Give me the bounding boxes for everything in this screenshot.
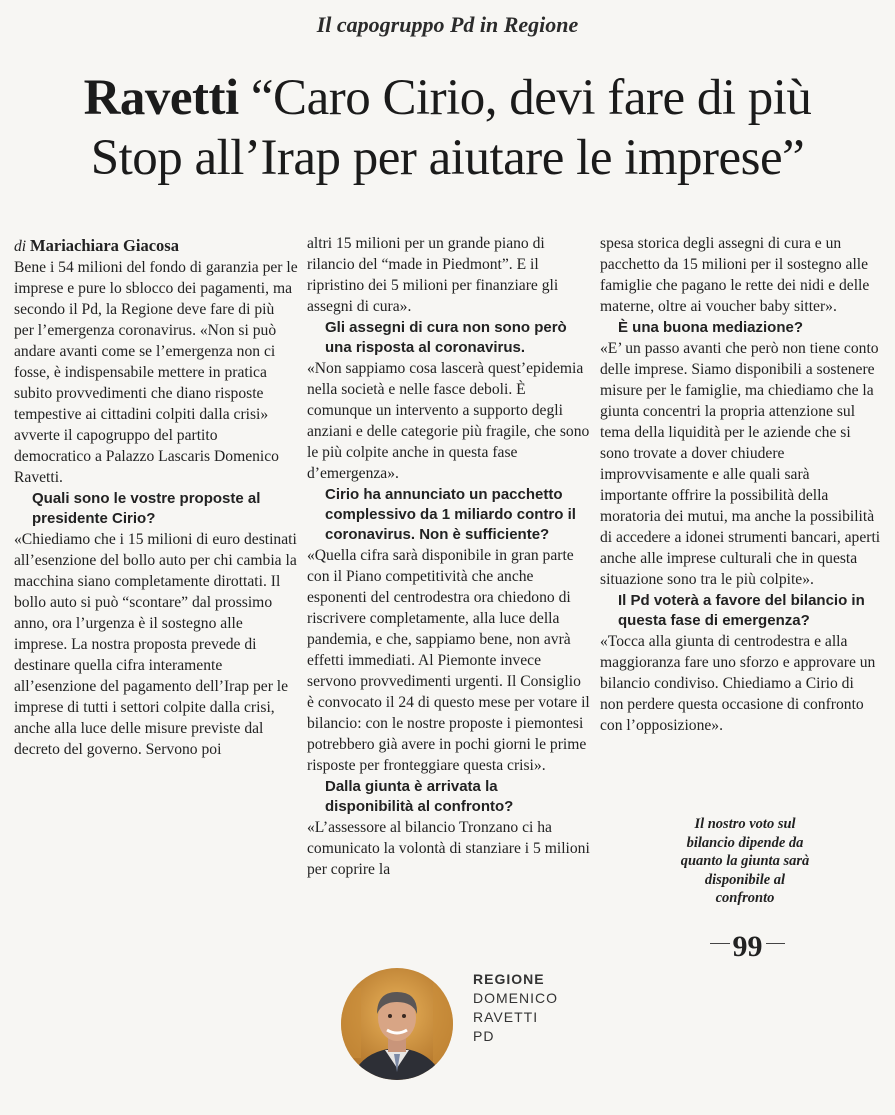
quote-rule-left [710, 943, 730, 944]
question-3: Cirio ha annunciato un pacchetto complessivo da 1 miliardo contro il coronavirus. Non è sufficiente? [325, 486, 576, 543]
question-5: È una buona mediazione? [618, 319, 804, 336]
headline [0, 68, 895, 188]
article-column-2 [307, 233, 590, 880]
portrait-illustration [341, 968, 453, 1080]
quote-mark-icon: 99 [732, 930, 763, 963]
photo-caption [473, 970, 623, 1046]
kicker: Il capogruppo Pd in Regione [316, 12, 579, 37]
answer-4-continued: spesa storica degli assegni di cura e un pacchetto da 15 milioni per il sostegno alle famiglie che pagano le rette dei nidi e delle materne, oltre ai voucher baby sitter». [600, 235, 870, 315]
caption-first-name: DOMENICO [473, 990, 558, 1006]
portrait-photo [341, 968, 453, 1080]
headline-name: Ravetti [83, 70, 239, 126]
caption-last-name: RAVETTI [473, 1009, 539, 1025]
intro-paragraph: Bene i 54 milioni del fondo di garanzia per le imprese e pure lo sblocco dei pagamenti, ma secondo il Pd, la Regione deve fare di più per l’emergenza coronavirus. «Non si può andare avanti come se l’emergenza non ci fosse, è indispensabile mettere in pratica subito provvedimenti che diano risposte tempestive ai cittadini colpiti dalla crisi» avverte il capogruppo del partito democratico a Palazzo Lascaris Domenico Ravetti. [14, 259, 298, 486]
question-1: Quali sono le vostre proposte al presidente Cirio? [32, 490, 261, 527]
answer-1: «Chiediamo che i 15 milioni di euro destinati all’esenzione del bollo auto per chi cambia la macchina siano completamente dirottati. Il bollo auto si può “scontare” dal prossimo anno, ora l’urgenza è il sostegno alle imprese. La nostra proposta prevede di destinare quella cifra interamente all’esenzione del pagamento dell’Irap per le imprese di tutti i settori colpite dalla crisi, anche alla luce delle misure previste dal decreto del governo. Servono poi [14, 531, 297, 758]
headline-line-1 [0, 68, 895, 128]
caption-role: REGIONE [473, 971, 545, 987]
byline [14, 235, 298, 257]
byline-author: Mariachiara Giacosa [30, 236, 179, 255]
headline-line-2: Stop all’Irap per aiutare le imprese” [90, 130, 805, 186]
caption-party: PD [473, 1028, 495, 1044]
article-column-3 [600, 233, 881, 736]
answer-3: «Quella cifra sarà disponibile in gran parte con il Piano competitività che anche esponenti del centrodestra ora chiedono di riscrivere completamente, alla luce della pandemia, e che, sappiamo bene, non avrà effetti immediati. Al Piemonte invece servono provvedimenti urgenti. Il Consiglio è convocato il 24 di questo mese per votare il bilancio: con le nostre proposte i piemontesi potrebbero già avere in pochi giorni le prime risposte per fronteggiare questa crisi». [307, 547, 590, 774]
pull-quote: Il nostro voto sul bilancio dipende da quanto la giunta sarà disponibile al confronto [680, 816, 810, 906]
quote-mark [710, 930, 785, 963]
answer-5: «E’ un passo avanti che però non tiene conto delle imprese. Siamo disponibili a sostenere misure per le famiglie, ma chiediamo che la giunta concentri la propria attenzione sul tema della liquidità per le aziende che si sono trovate a dover chiudere improvvisamente e alle quali sarà importante offrire la possibilità della moratoria dei mutui, ma anche la possibilità di accedere a idonei strumenti bancari, aperti anche alle imprese culturali che in questa situazione sono tra le più colpite». [600, 340, 881, 588]
question-6: Il Pd voterà a favore del bilancio in questa fase di emergenza? [618, 592, 865, 629]
answer-6: «Tocca alla giunta di centrodestra e alla maggioranza fare uno sforzo e approvare un bilancio condiviso. Chiediamo a Cirio di non perdere questa occasione di confronto con l’opposizione». [600, 633, 876, 734]
quote-rule-right [766, 943, 786, 944]
question-4: Dalla giunta è arrivata la disponibilità al confronto? [325, 778, 514, 815]
answer-1-continued: altri 15 milioni per un grande piano di rilancio del “made in Piedmont”. E il ripristino dei 5 milioni per finanziare gli assegni di cura». [307, 235, 559, 315]
question-2: Gli assegni di cura non sono però una risposta al coronavirus. [325, 319, 567, 356]
answer-2: «Non sappiamo cosa lascerà quest’epidemia nella società e nelle fasce deboli. È comunque un intervento a supporto degli anziani e delle categorie più fragile, che sono le più colpite anche in questa fase d’emergenza». [307, 360, 590, 482]
article-column-1 [14, 235, 298, 760]
headline-quote-start: “Caro Cirio, devi fare di più [250, 70, 812, 126]
byline-prefix: di [14, 238, 27, 255]
answer-4: «L’assessore al bilancio Tronzano ci ha comunicato la volontà di stanziare i 5 milioni per coprire la [307, 819, 590, 878]
